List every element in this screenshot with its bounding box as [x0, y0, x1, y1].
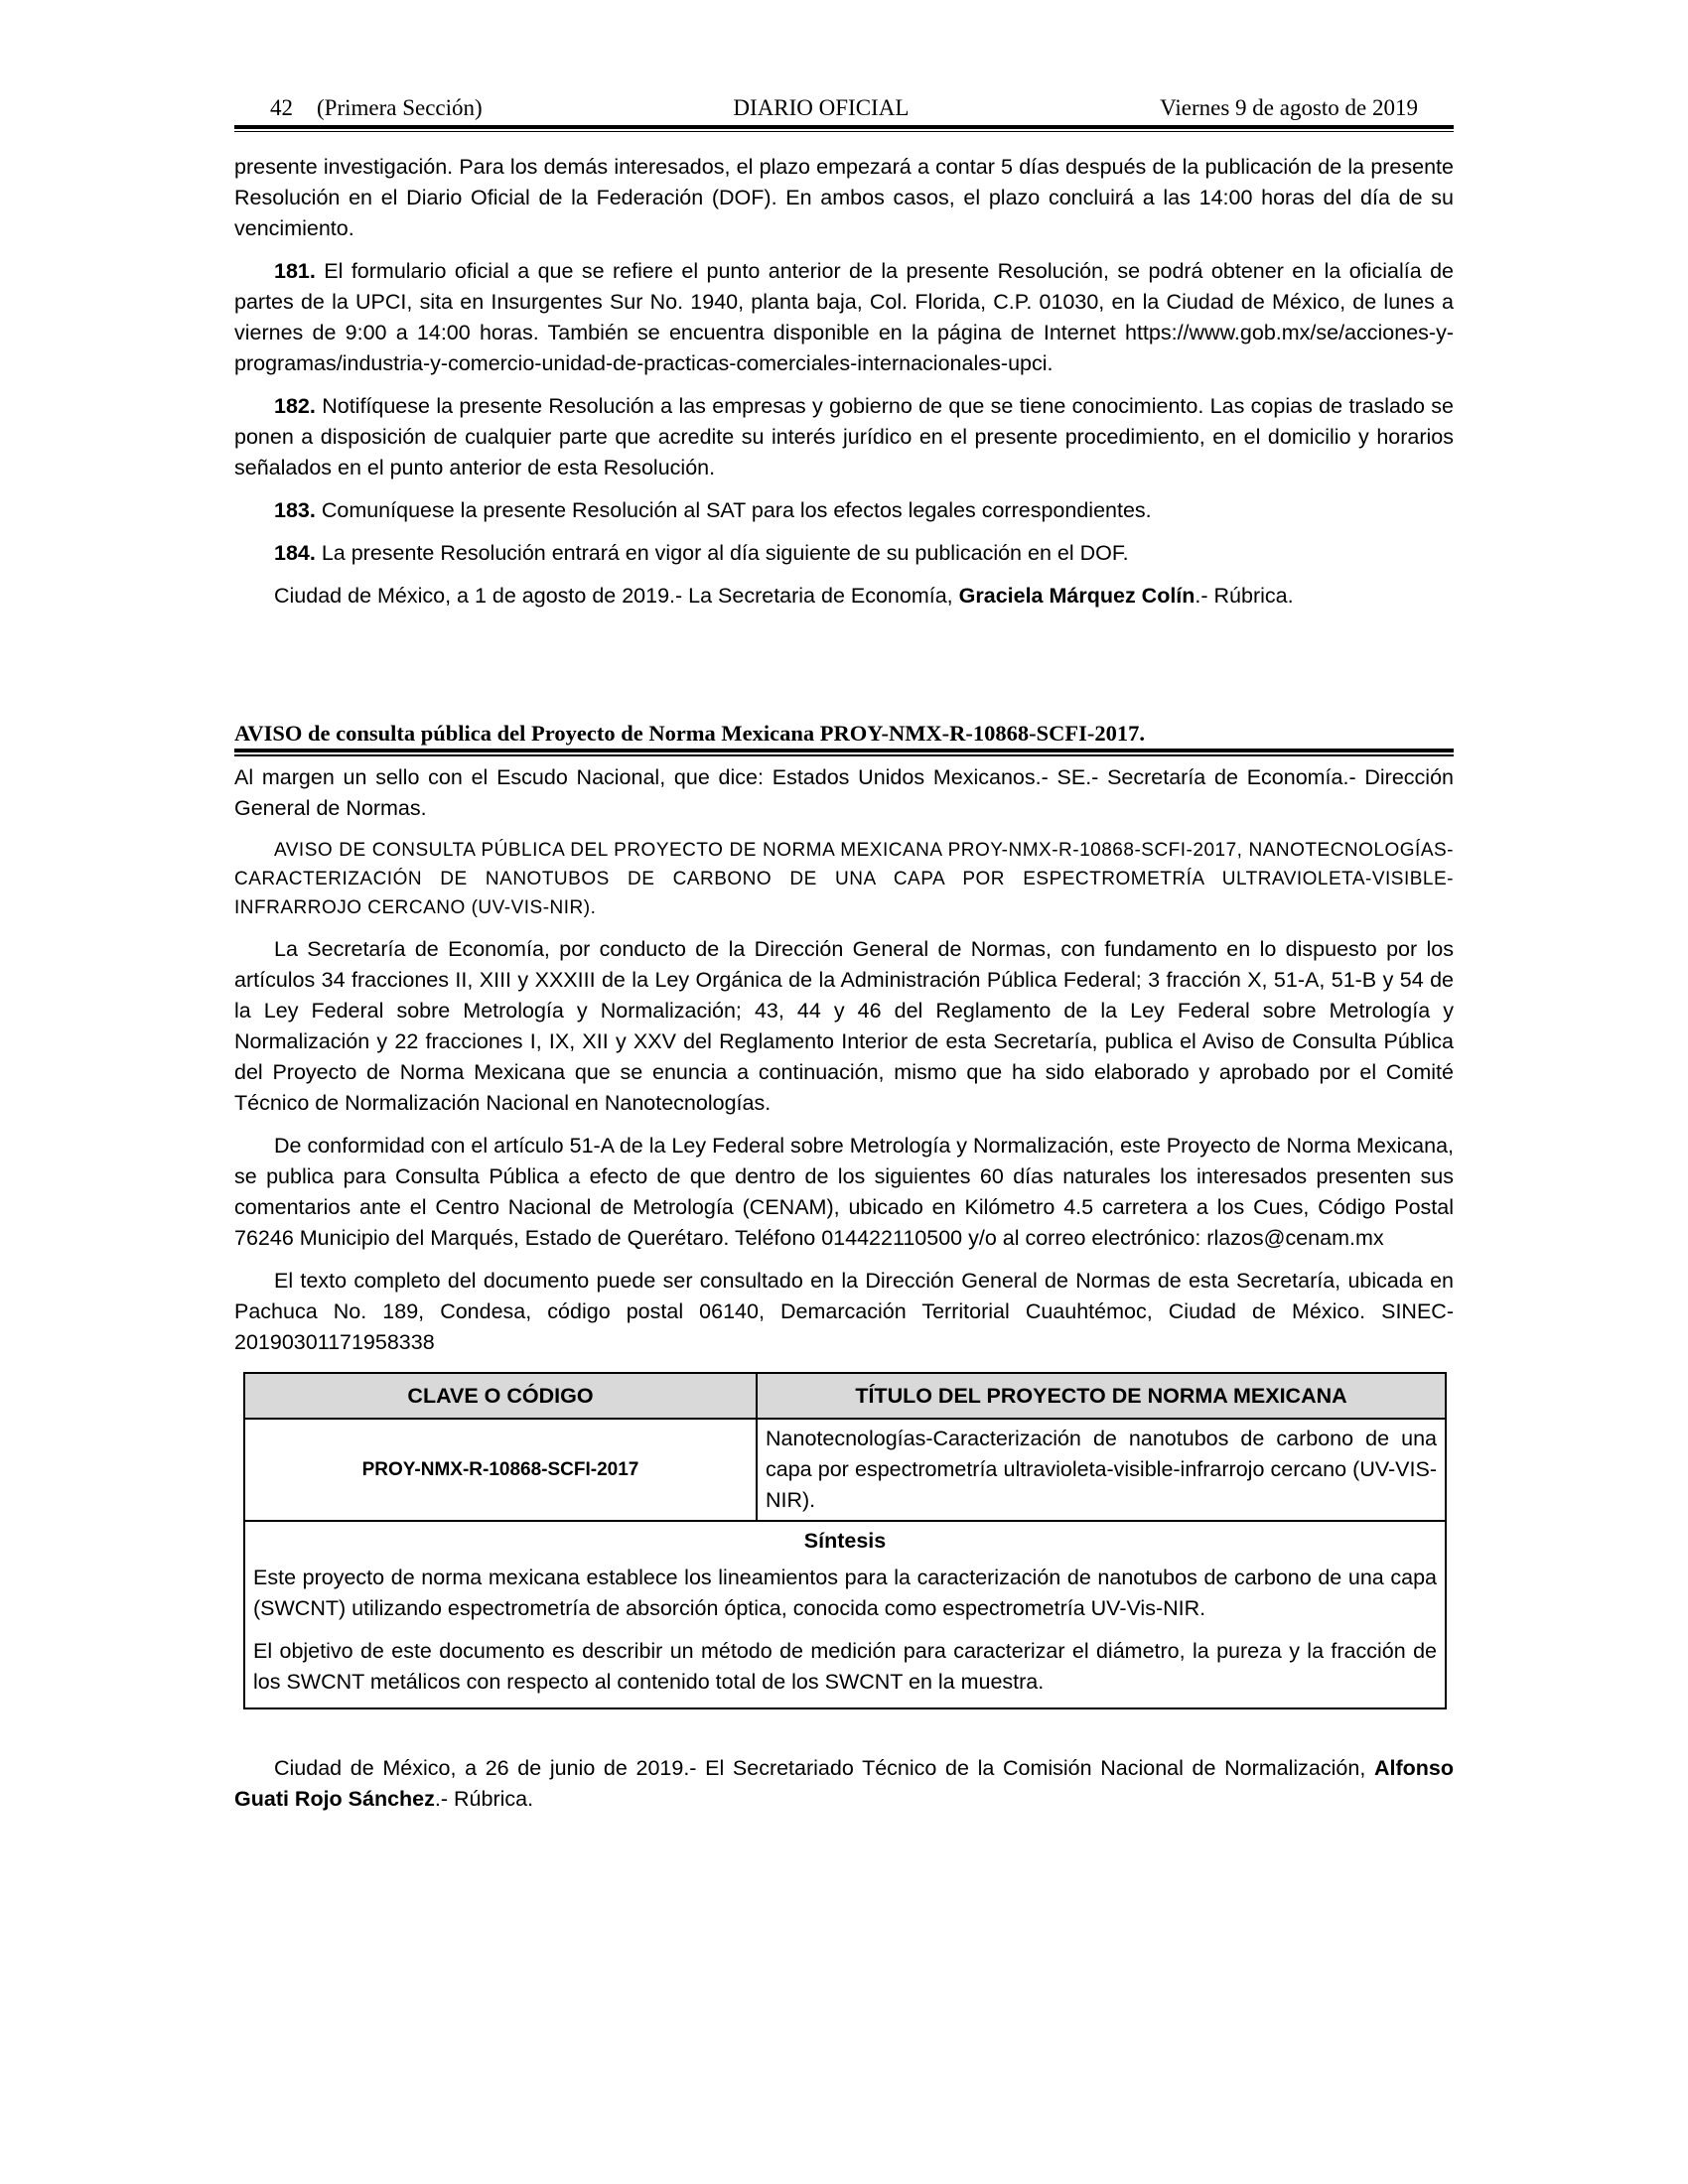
aviso-title-rule — [234, 749, 1454, 752]
header-rule — [234, 125, 1454, 129]
item-184 — [234, 538, 1454, 569]
signature-rubrica: .- Rúbrica. — [434, 1787, 534, 1811]
norm-code: PROY-NMX-R-10868-SCFI-2017 — [244, 1419, 757, 1521]
aviso-paragraph: El texto completo del documento puede ser consultado en la Dirección General de Normas de esta Secretaría, ubicada en Pachuca No. 189, Condesa, código postal 06140, Demarcación Territorial Cuauhtémoc, Ciudad de México. SINEC-20190301171958338 — [234, 1269, 1454, 1354]
header-left — [270, 95, 483, 121]
item-number: 182. — [274, 394, 316, 418]
item-number: 183. — [274, 498, 316, 522]
aviso-paragraph: La Secretaría de Economía, por conducto de la Dirección General de Normas, con fundamento en lo dispuesto por los artículos 34 fracciones II, XIII y XXXIII de la Ley Orgánica de la Administración Pública Federal; 3 fracción X, 51-A, 51-B y 54 de la Ley Federal sobre Metrología y Normalización; 43, 44 y 46 del Reglamento de la Ley Federal sobre Metrología y Normalización y 22 fracciones I, IX, XII y XXV del Reglamento Interior de esta Secretaría, publica el Aviso de Consulta Pública del Proyecto de Norma Mexicana que se enuncia a continuación, mismo que ha sido elaborado y aprobado por el Comité Técnico de Normalización Nacional en Nanotecnologías. — [234, 937, 1454, 1115]
item-181 — [234, 256, 1454, 379]
item-number: 181. — [274, 259, 316, 283]
page-header — [234, 95, 1454, 125]
publication-date: Viernes 9 de agosto de 2019 — [1160, 95, 1418, 120]
synthesis-cell — [244, 1521, 1446, 1708]
signature-rubrica: .- Rúbrica. — [1195, 584, 1294, 608]
item-number: 184. — [274, 541, 316, 565]
publication-name: DIARIO OFICIAL — [733, 95, 910, 120]
signature-block-2 — [234, 1753, 1454, 1815]
signatory-name: Graciela Márquez Colín — [958, 584, 1196, 608]
aviso-title-rule-thin — [234, 754, 1454, 756]
caps-heading: AVISO DE CONSULTA PÚBLICA DEL PROYECTO DE NORMA MEXICANA PROY-NMX-R-10868-SCFI-2017, NANOTECNOLOGÍAS-CARACTERIZACIÓN DE NANOTUBOS DE CARBONO DE UNA CAPA POR ESPECTROMETRÍA ULTRAVIOLETA-VISIBLE-INFRARROJO CERCANO (UV-VIS-NIR). — [234, 840, 1454, 918]
signature-text: Ciudad de México, a 1 de agosto de 2019.- La Secretaria de Economía, — [274, 584, 959, 608]
intro-paragraph: presente investigación. Para los demás interesados, el plazo empezará a contar 5 días después de la publicación de la presente Resolución en el Diario Oficial de la Federación (DOF). En ambos casos, el plazo concluirá a las 14:00 horas del día de su vencimiento. — [234, 155, 1454, 240]
synthesis-heading: Síntesis — [803, 1529, 887, 1553]
item-182 — [234, 391, 1454, 483]
section-label: (Primera Sección) — [317, 95, 483, 120]
table-row — [244, 1419, 1446, 1521]
norm-table — [243, 1372, 1447, 1709]
aviso-body — [234, 762, 1454, 1358]
item-183 — [234, 495, 1454, 526]
resolution-body — [234, 152, 1454, 612]
header-rule-thin — [234, 131, 1454, 132]
item-text: La presente Resolución entrará en vigor al día siguiente de su publicación en el DOF. — [315, 541, 1129, 565]
aviso-paragraph: De conformidad con el artículo 51-A de la Ley Federal sobre Metrología y Normalización, este Proyecto de Norma Mexicana, se publica para Consulta Pública a efecto de que dentro de los siguientes 60 días naturales los interesados presenten sus comentarios ante el Centro Nacional de Metrología (CENAM), ubicado en Kilómetro 4.5 carretera a los Cues, Código Postal 76246 Municipio del Marqués, Estado de Querétaro. Teléfono 014422110500 y/o al correo electrónico: rlazos@cenam.mx — [234, 1134, 1454, 1250]
synthesis-body — [253, 1563, 1437, 1698]
norm-title: Nanotecnologías-Caracterización de nanotubos de carbono de una capa por espectrometría ultravioleta-visible-infrarrojo cercano (UV-VIS-NIR). — [757, 1419, 1446, 1521]
document-page — [234, 95, 1454, 1827]
item-text: Notifíquese la presente Resolución a las empresas y gobierno de que se tiene conocimiento. Las copias de traslado se ponen a disposición de cualquier parte que acredite su interés jurídico en el presente procedimiento, en el domicilio y horarios señalados en el punto anterior de esta Resolución. — [234, 394, 1454, 479]
page-number: 42 — [270, 95, 293, 120]
item-text: El formulario oficial a que se refiere el punto anterior de la presente Resolución, se podrá obtener en la oficialía de partes de la UPCI, sita en Insurgentes Sur No. 1940, planta baja, Col. Florida, C.P. 01030, en la Ciudad de México, de lunes a viernes de 9:00 a 14:00 horas. También se encuentra disponible en la página de Internet https://www.gob.mx/se/acciones-y-programas/industria-y-comercio-unidad-de-practicas-comerciales-internacionales-upci. — [234, 259, 1454, 375]
table-header-row — [244, 1373, 1446, 1419]
signature-text: Ciudad de México, a 26 de junio de 2019.- El Secretariado Técnico de la Comisión Nacional de Normalización, — [274, 1756, 1374, 1780]
synthesis-paragraph: El objetivo de este documento es describir un método de medición para caracterizar el diámetro, la pureza y la fracción de los SWCNT metálicos con respecto al contenido total de los SWCNT en la muestra. — [253, 1639, 1437, 1694]
signature-block-1 — [234, 581, 1454, 612]
closing-block — [234, 1753, 1454, 1815]
column-header-code: CLAVE O CÓDIGO — [244, 1373, 757, 1419]
signatory-name: Alfonso Guati Rojo Sánchez — [234, 1756, 1454, 1811]
synthesis-row — [244, 1521, 1446, 1708]
aviso-title: AVISO de consulta pública del Proyecto de Norma Mexicana PROY-NMX-R-10868-SCFI-2017. — [234, 721, 1146, 746]
column-header-title: TÍTULO DEL PROYECTO DE NORMA MEXICANA — [757, 1373, 1446, 1419]
margin-note: Al margen un sello con el Escudo Nacional, que dice: Estados Unidos Mexicanos.- SE.- Secretaría de Economía.- Dirección General de Normas. — [234, 765, 1454, 820]
synthesis-paragraph: Este proyecto de norma mexicana establece los lineamientos para la caracterización de nanotubos de carbono de una capa (SWCNT) utilizando espectrometría de absorción óptica, conocida como espectrometría UV-Vis-NIR. — [253, 1566, 1437, 1620]
item-text: Comuníquese la presente Resolución al SAT para los efectos legales correspondientes. — [315, 498, 1152, 522]
